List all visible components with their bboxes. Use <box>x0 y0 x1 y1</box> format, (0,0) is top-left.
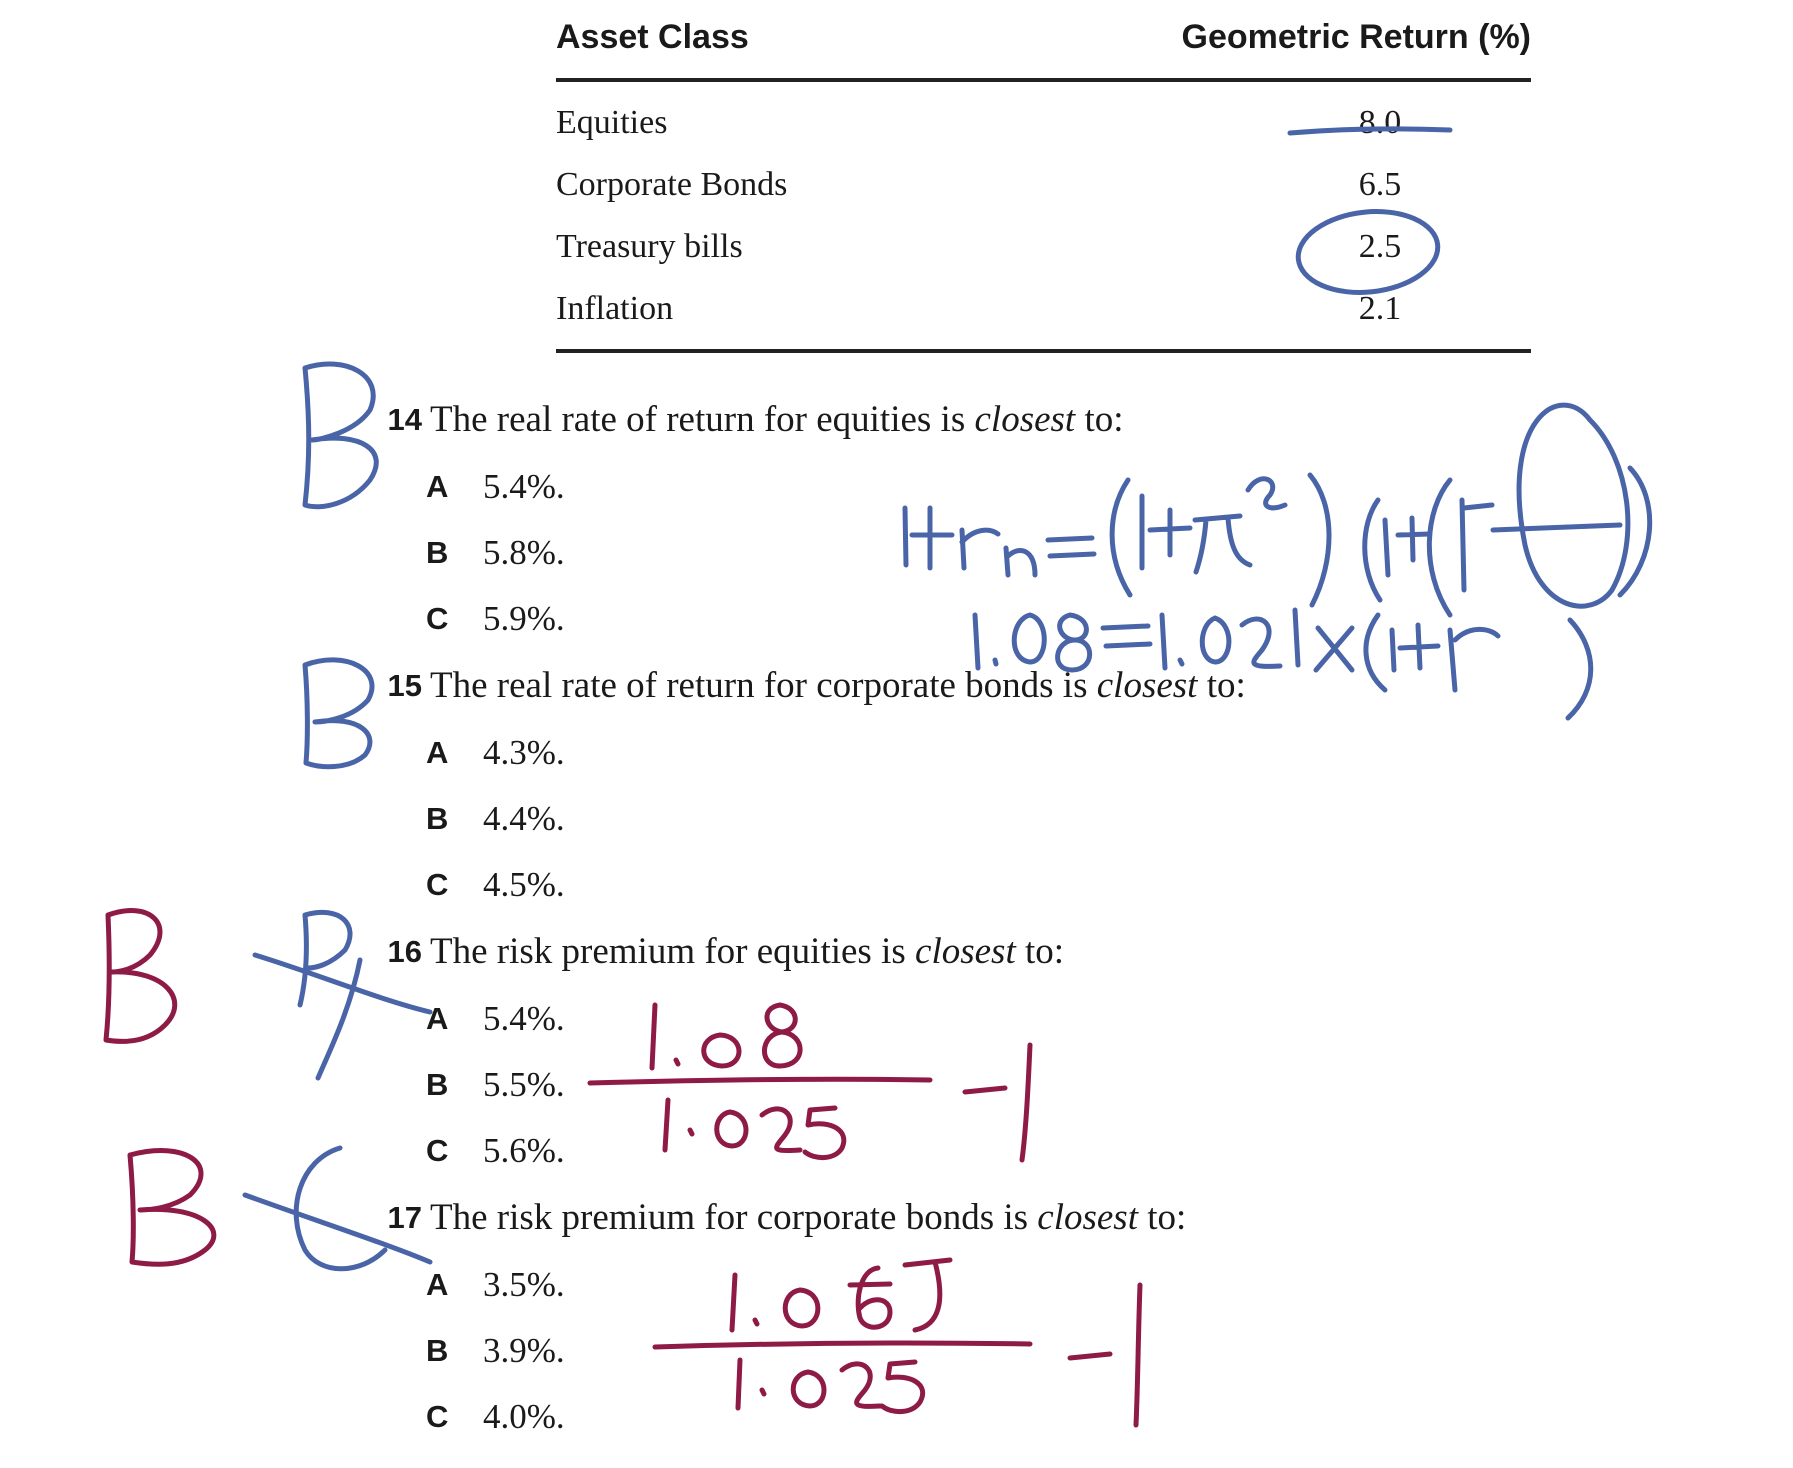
row-name: Equities <box>556 104 668 141</box>
option-value: 3.5%. <box>483 1265 565 1304</box>
row-name: Treasury bills <box>556 228 743 265</box>
question-text: The risk premium for corporate bonds is closest to: <box>430 1197 1187 1238</box>
row-value: 6.5 <box>1358 166 1402 203</box>
minus-one <box>965 1045 1030 1160</box>
option-value: 5.9%. <box>483 599 565 638</box>
option-value: 4.4%. <box>483 799 565 838</box>
header-asset-class: Asset Class <box>556 18 749 56</box>
table-row <box>556 166 1531 214</box>
table-header <box>556 18 1531 68</box>
option-letter: C <box>426 1133 449 1168</box>
option-value: 5.4%. <box>483 999 565 1038</box>
question-number: 14 <box>387 402 422 437</box>
option-value: 5.6%. <box>483 1131 565 1170</box>
fraction-numerator <box>732 1260 950 1330</box>
table-row <box>556 290 1531 338</box>
fraction-numerator <box>652 1005 800 1068</box>
option-letter: A <box>426 735 449 770</box>
question-number: 16 <box>387 934 422 969</box>
option-value: 5.5%. <box>483 1065 565 1104</box>
answer-b-mark <box>106 911 175 1042</box>
option-value: 3.9%. <box>483 1331 565 1370</box>
question-text: The risk premium for equities is closest to: <box>430 931 1065 972</box>
table-row <box>556 228 1531 276</box>
option-value: 4.3%. <box>483 733 565 772</box>
option-letter: A <box>426 1001 449 1036</box>
answer-b-mark <box>305 364 376 507</box>
option-value: 4.5%. <box>483 865 565 904</box>
fraction-bar <box>655 1343 1030 1347</box>
option-letter: A <box>426 1267 449 1302</box>
table-row <box>556 104 1531 152</box>
fraction-bar <box>590 1079 930 1083</box>
option-letter: B <box>426 801 449 836</box>
question-text: The real rate of return for corporate bonds is closest to: <box>430 665 1246 706</box>
header-geometric-return: Geometric Return (%) <box>1181 18 1531 56</box>
row-value: 8.0 <box>1358 104 1402 141</box>
row-name: Inflation <box>556 290 674 327</box>
option-letter: C <box>426 601 449 636</box>
answer-b-mark <box>305 660 372 767</box>
row-value: 2.1 <box>1358 290 1402 327</box>
option-letter: B <box>426 1333 449 1368</box>
table-top-rule <box>556 78 1531 82</box>
table-bottom-rule <box>556 349 1531 353</box>
question-number: 15 <box>387 668 422 703</box>
option-letter: A <box>426 469 449 504</box>
question-number: 17 <box>387 1200 422 1235</box>
minus-one <box>1070 1285 1140 1425</box>
option-value: 5.8%. <box>483 533 565 572</box>
fraction-denominator <box>738 1360 923 1412</box>
option-letter: B <box>426 1067 449 1102</box>
option-value: 5.4%. <box>483 467 565 506</box>
option-letter: C <box>426 1399 449 1434</box>
question-text: The real rate of return for equities is closest to: <box>430 399 1124 440</box>
option-value: 4.0%. <box>483 1397 565 1436</box>
option-letter: B <box>426 535 449 570</box>
row-name: Corporate Bonds <box>556 166 788 203</box>
row-value: 2.5 <box>1358 228 1402 265</box>
fraction-denominator <box>665 1100 844 1158</box>
option-letter: C <box>426 867 449 902</box>
answer-b-mark <box>130 1151 214 1265</box>
